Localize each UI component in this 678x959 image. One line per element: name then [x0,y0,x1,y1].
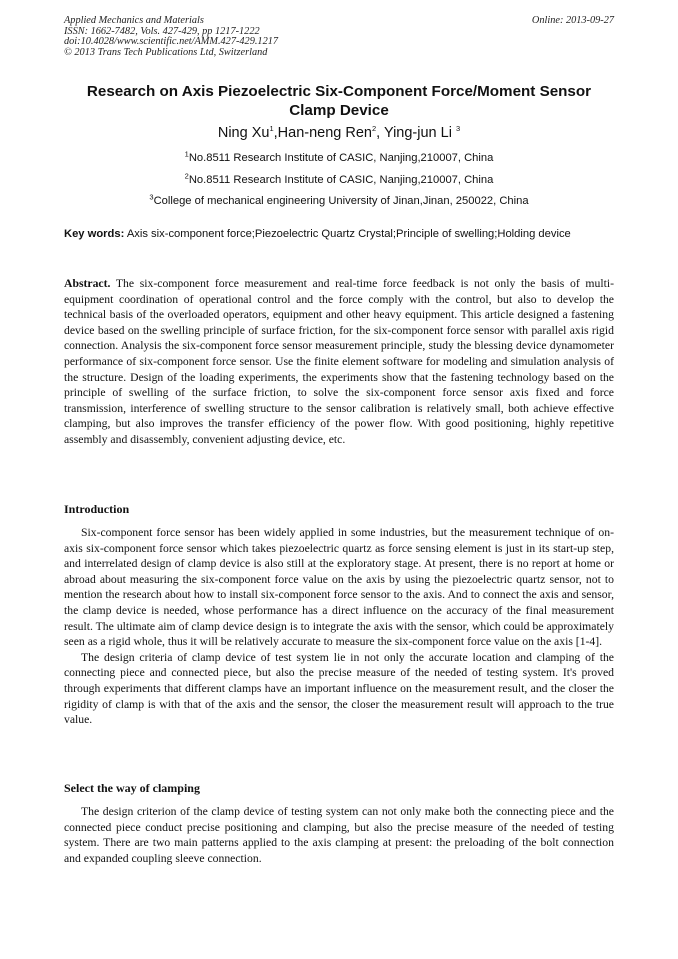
author-name: Han-neng Ren [277,125,372,141]
author-name: Ying-jun Li [383,125,456,141]
paragraph: The design criterion of the clamp device of testing system can not only make both the connecting piece and the connected piece conduct precise positioning and clamping, but also the precise measure of the needed of testing system. There are two main patterns applied to the axis clamping at present: the preloading of the bolt connection and expanded coupling sleeve connection. [64,805,614,865]
author-affil-mark: 1 [269,124,274,134]
keywords-text: Axis six-component force;Piezoelectric Quartz Crystal;Principle of swelling;Holding device [126,228,571,240]
author-list [64,124,614,142]
affil-text: No.8511 Research Institute of CASIC, Nanjing,210007, China [188,152,494,164]
affil-text: No.8511 Research Institute of CASIC, Nanjing,210007, China [188,173,494,186]
online-date: Online: 2013-09-27 [531,15,614,26]
affiliation-list [64,148,614,213]
affil-mark: 3 [149,192,154,202]
abstract [64,276,614,448]
abstract-text: The six-component force measurement and real-time force feedback is not only the basis of multi-equipment coordination of operational control and the force comply with the control, but also to develop the technical basis of the overloaded operators, equipment and other heavy equipment. This article designed a fastening device based on the swelling principle of surface friction, for the six-component force sensor with parallel axis rigid connection. Analysis the six-component force sensor measurement principle, study the blessing device dynamometer performance of six-component force sensor. Use the finite element software for modeling and simulation analysis of the structure. Design of the loading experiments, the experiments show that the fastening technology based on the principle of swelling of the surface friction, to solve the six-component force sensor axis fixed and force transmission, interference of swelling structure to the sensor calibration is relatively small, both achieve effective clamping, but also improves the transfer efficiency of the power flow. With good positioning, highly repetitive assembly and disassembly, convenient adjusting device, etc. [64,277,614,446]
author-name: Ning Xu [217,125,270,141]
abstract-label: Abstract. [64,277,111,290]
affiliation-2 [64,170,614,192]
affiliation-1 [64,148,614,170]
affil-text: College of mechanical engineering University of Jinan,Jinan, 250022, China [153,195,529,207]
journal-header [64,16,278,58]
paper-title: Research on Axis Piezoelectric Six-Component Force/Moment Sensor Clamp Device [86,83,592,119]
paragraph: The design criteria of clamp device of test system lie in not only the accurate location and clamping of the connecting piece and connected piece, but also the precise measure of the needed of testing system. It's proved through experiments that different clamps have an important influence on the measurement result, and the closer the rigidity of clamp is with that of the axis and the sensor, the closer the measurement result will approach to the true value. [64,650,614,727]
introduction-body [64,525,614,728]
paragraph: Six-component force sensor has been widely applied in some industries, but the measurement technique of on-axis six-component force sensor which takes piezoelectric quartz as force sensing element is just in its start-up step, and interrelated design of clamp device is also still at the exploratory stage. At present, there is no report at home or abroad about measuring the six-component force value on the axis by using the piezoelectric quartz sensor, not to mention the research about how to install six-component force sensor to the axis. And to connect the axis and sensor, the clamp device is needed, whose performance has a direct influence on the accuracy of the final measurement result. The ultimate aim of clamp device design is to integrate the axis with the sensor, which could be approximately seen as a rigid whole, thus it will be relatively accurate to measure the six-component force value on the axis [1-4]. [64,526,614,649]
author-separator: , [376,125,384,141]
keywords [64,227,614,241]
issn-line: ISSN: 1662-7482, Vols. 427-429, pp 1217-1222 [64,25,260,37]
author-affil-mark: 3 [455,124,461,134]
affil-mark: 2 [184,170,189,180]
clamping-body [64,804,614,866]
section-heading-introduction: Introduction [64,502,130,516]
keywords-label: Key words: [64,228,125,240]
author-separator: , [273,125,278,141]
affiliation-3 [64,191,614,213]
author-affil-mark: 2 [371,124,377,134]
journal-name: Applied Mechanics and Materials [64,15,204,26]
copyright-line: © 2013 Trans Tech Publications Ltd, Switzerland [64,46,268,58]
affil-mark: 1 [184,149,189,159]
doi-line[interactable]: doi:10.4028/www.scientific.net/AMM.427-429.1217 [64,36,279,48]
section-heading-clamping: Select the way of clamping [64,781,200,795]
